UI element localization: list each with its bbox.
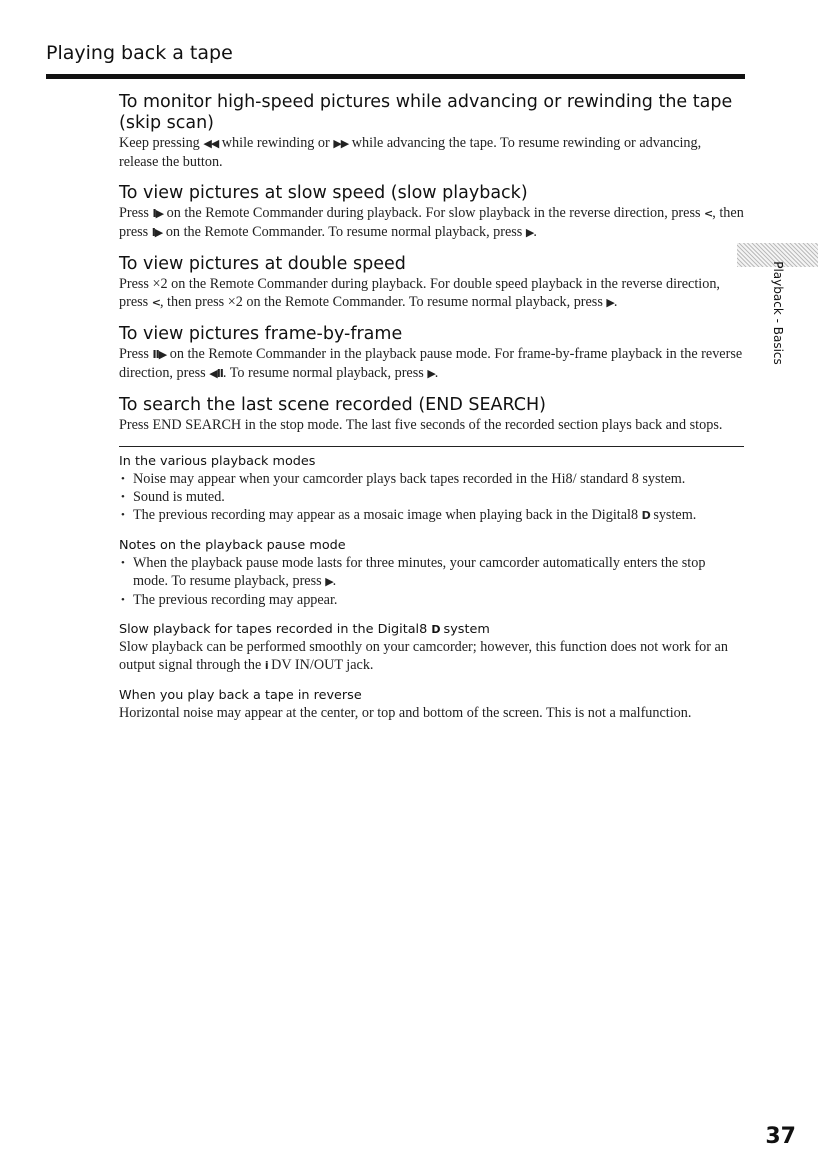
section-frame-by-frame xyxy=(119,324,744,383)
title-rule xyxy=(46,74,745,79)
section-heading: To search the last scene recorded (END SEARCH) xyxy=(119,395,546,415)
reverse-icon: < xyxy=(151,296,160,309)
frame-forward-icon: II▶ xyxy=(152,348,167,361)
digital8-logo-icon: D xyxy=(641,509,650,522)
play-icon: ▶ xyxy=(427,367,435,380)
note-heading: When you play back a tape in reverse xyxy=(119,688,362,703)
note-reverse-playback xyxy=(119,687,744,722)
frame-reverse-icon: ◀II xyxy=(209,367,223,380)
main-content xyxy=(119,92,744,734)
play-icon: ▶ xyxy=(606,296,614,309)
note-heading: Slow playback for tapes recorded in the Digital8 D system xyxy=(119,622,490,637)
reverse-icon: < xyxy=(704,207,713,220)
section-heading: To monitor high-speed pictures while advancing or rewinding the tape (skip scan) xyxy=(119,92,733,133)
play-icon: ▶ xyxy=(325,575,333,588)
note-body: Horizontal noise may appear at the center, or top and bottom of the screen. This is not a malfunction. xyxy=(119,705,692,721)
page-number: 37 xyxy=(765,1124,796,1149)
section-heading: To view pictures at slow speed (slow playback) xyxy=(119,183,528,203)
side-tab-label: Playback - Basics xyxy=(771,261,785,365)
slow-icon: I▶ xyxy=(151,226,163,239)
section-slow-playback xyxy=(119,183,744,242)
note-bullets xyxy=(119,470,744,525)
section-body: Press ×2 on the Remote Commander during playback. For double speed playback in the reverse direction, press <, then press ×2 on the Remote Commander. To resume normal playback, press ▶. xyxy=(119,276,720,310)
play-icon: ▶ xyxy=(525,226,534,239)
list-item: • Noise may appear when your camcorder plays back tapes recorded in the Hi8/ standard 8 system. xyxy=(119,470,744,488)
note-body: Slow playback can be performed smoothly on your camcorder; however, this function does not work for an output signal through the i DV IN/OUT jack. xyxy=(119,639,728,673)
slow-icon: I▶ xyxy=(152,207,164,220)
section-double-speed xyxy=(119,254,744,312)
section-heading: To view pictures at double speed xyxy=(119,254,406,274)
section-end-search xyxy=(119,395,744,434)
fast-forward-icon: ▶▶ xyxy=(333,137,349,150)
rewind-icon: ◀◀ xyxy=(203,137,219,150)
note-slow-digital8 xyxy=(119,621,744,675)
notes-area xyxy=(119,446,744,722)
section-body: Keep pressing ◀◀ while rewinding or ▶▶ while advancing the tape. To resume rewinding or advancing, release the button. xyxy=(119,135,702,170)
dv-jack-icon: i xyxy=(264,659,268,672)
note-heading: In the various playback modes xyxy=(119,454,316,469)
page-title: Playing back a tape xyxy=(46,42,233,64)
note-heading: Notes on the playback pause mode xyxy=(119,538,346,553)
section-body: Press I▶ on the Remote Commander during playback. For slow playback in the reverse direction, press <, then press I▶ on the Remote Commander. To resume normal playback, press ▶. xyxy=(119,205,744,240)
list-item: • The previous recording may appear. xyxy=(119,591,744,609)
section-skip-scan xyxy=(119,92,744,171)
list-item: • The previous recording may appear as a mosaic image when playing back in the Digital8 D system. xyxy=(119,506,744,525)
section-heading: To view pictures frame-by-frame xyxy=(119,324,403,344)
section-body: Press II▶ on the Remote Commander in the playback pause mode. For frame-by-frame playback in the reverse direction, press ◀II. To resume normal playback, press ▶. xyxy=(119,346,743,381)
note-playback-modes xyxy=(119,453,744,525)
list-item: • Sound is muted. xyxy=(119,488,744,506)
note-bullets xyxy=(119,554,744,609)
section-body: Press END SEARCH in the stop mode. The last five seconds of the recorded section plays back and stops. xyxy=(119,417,723,433)
note-pause-mode xyxy=(119,537,744,609)
list-item: • When the playback pause mode lasts for three minutes, your camcorder automatically enters the stop mode. To resume playback, press ▶. xyxy=(119,554,744,591)
digital8-logo-icon: D xyxy=(431,623,440,636)
